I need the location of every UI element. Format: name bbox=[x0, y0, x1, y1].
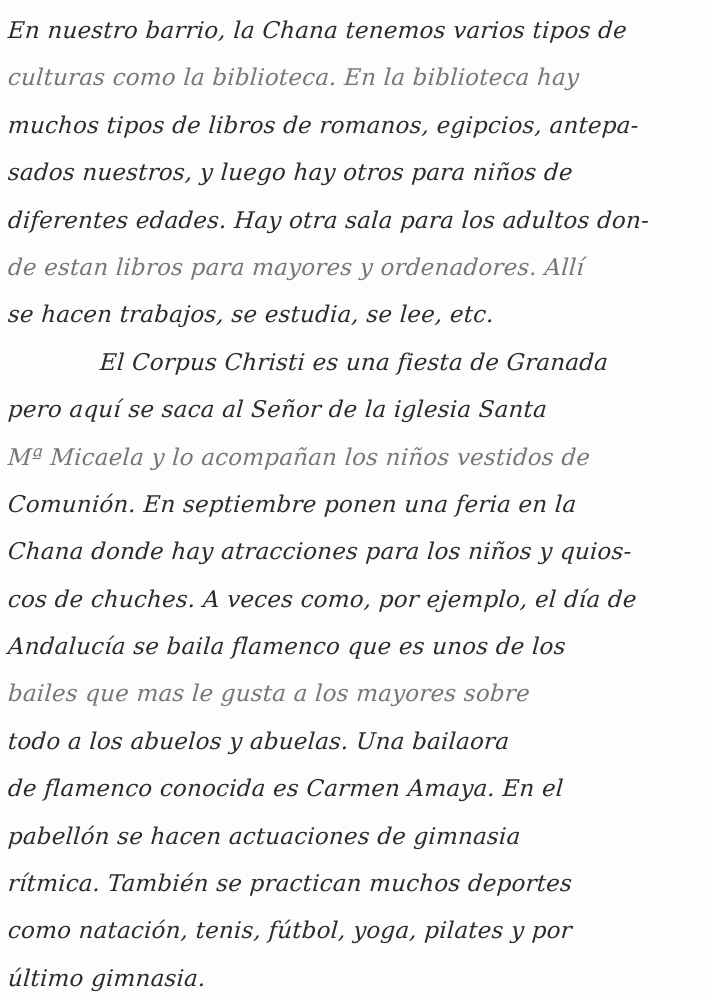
text-line: diferentes edades. Hay otra sala para los adultos don- bbox=[7, 207, 650, 234]
text-line: Mª Micaela y lo acompañan los niños vestidos de bbox=[7, 444, 592, 471]
text-line: culturas como la biblioteca. En la biblioteca hay bbox=[7, 65, 581, 92]
text-line: como natación, tenis, fútbol, yoga, pilates y por bbox=[7, 918, 573, 945]
text-line: de flamenco conocida es Carmen Amaya. En el bbox=[7, 776, 565, 803]
text-line: cos de chuches. A veces como, por ejemplo, el día de bbox=[7, 586, 638, 613]
text-line: rítmica. También se practican muchos deportes bbox=[7, 871, 574, 898]
text-line: El Corpus Christi es una fiesta de Granada bbox=[99, 349, 610, 376]
text-line: todo a los abuelos y abuelas. Una bailaora bbox=[7, 728, 511, 755]
text-line: Chana donde hay atracciones para los niños y quios- bbox=[7, 539, 633, 566]
text-line: de estan libros para mayores y ordenadores. Allí bbox=[7, 254, 585, 281]
text-line: sados nuestros, y luego hay otros para niños de bbox=[7, 160, 574, 187]
text-line: Comunión. En septiembre ponen una feria en la bbox=[7, 491, 578, 518]
handwritten-text bbox=[8, 8, 700, 1003]
text-line: bailes que mas le gusta a los mayores sobre bbox=[7, 681, 531, 708]
text-line: se hacen trabajos, se estudia, se lee, etc. bbox=[7, 302, 495, 329]
text-line: pabellón se hacen actuaciones de gimnasia bbox=[7, 823, 522, 850]
text-line: En nuestro barrio, la Chana tenemos varios tipos de bbox=[7, 18, 628, 44]
text-line: pero aquí se saca al Señor de la iglesia Santa bbox=[7, 397, 548, 424]
text-line: Andalucía se baila flamenco que es unos de los bbox=[7, 634, 567, 661]
text-line: muchos tipos de libros de romanos, egipcios, antepa- bbox=[7, 112, 640, 139]
text-line: último gimnasia. bbox=[7, 965, 207, 992]
